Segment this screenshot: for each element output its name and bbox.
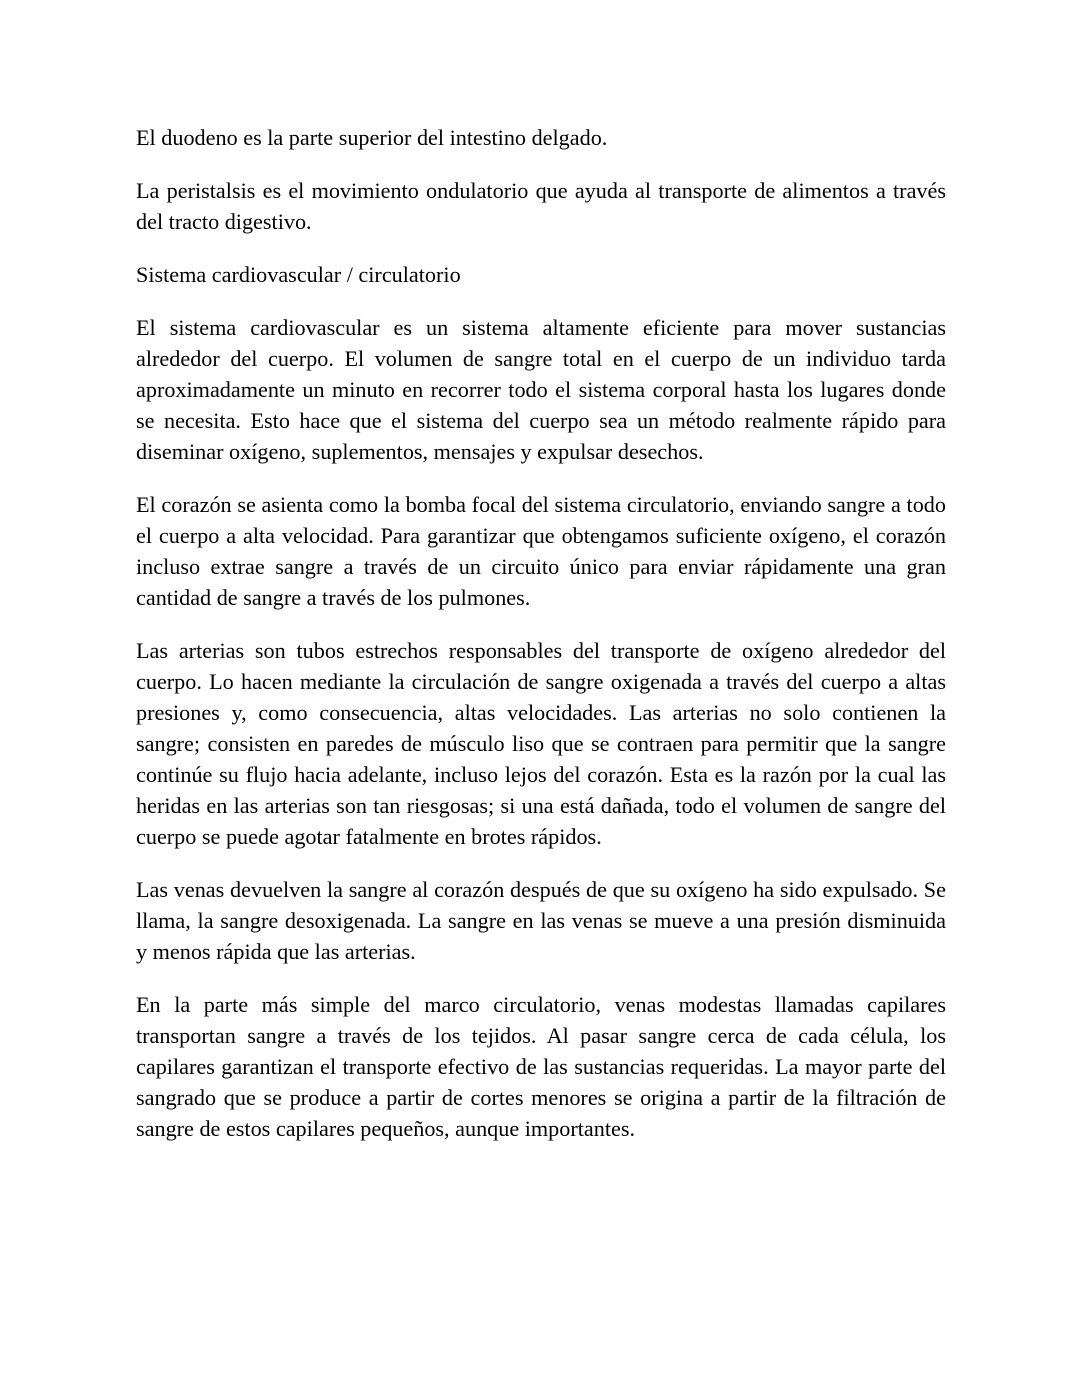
section-heading-sistema-cardiovascular: Sistema cardiovascular / circulatorio [136, 262, 461, 287]
paragraph-sistema-cardiovascular: El sistema cardiovascular es un sistema altamente eficiente para mover sustancias alrededor del cuerpo. El volumen de sangre total en el cuerpo de un individuo tarda aproximadamente un minuto en recorrer todo el sistema corporal hasta los lugares donde se necesita. Esto hace que el sistema del cuerpo sea un método realmente rápido para diseminar oxígeno, suplementos, mensajes y expulsar desechos. [136, 315, 946, 464]
paragraph-duodeno: El duodeno es la parte superior del intestino delgado. [136, 125, 608, 150]
paragraph-arterias: Las arterias son tubos estrechos responsables del transporte de oxígeno alrededor del cuerpo. Lo hacen mediante la circulación de sangre oxigenada a través del cuerpo a altas presiones y, como consecuencia, altas velocidades. Las arterias no solo contienen la sangre; consisten en paredes de músculo liso que se contraen para permitir que la sangre continúe su flujo hacia adelante, incluso lejos del corazón. Esta es la razón por la cual las heridas en las arterias son tan riesgosas; si una está dañada, todo el volumen de sangre del cuerpo se puede agotar fatalmente en brotes rápidos. [136, 638, 946, 849]
paragraph-corazon: El corazón se asienta como la bomba focal del sistema circulatorio, enviando sangre a todo el cuerpo a alta velocidad. Para garantizar que obtengamos suficiente oxígeno, el corazón incluso extrae sangre a través de un circuito único para enviar rápidamente una gran cantidad de sangre a través de los pulmones. [136, 492, 946, 610]
paragraph-venas: Las venas devuelven la sangre al corazón después de que su oxígeno ha sido expulsado. Se llama, la sangre desoxigenada. La sangre en las venas se mueve a una presión disminuida y menos rápida que las arterias. [136, 877, 946, 964]
document-text-body [136, 122, 946, 1144]
paragraph-capilares: En la parte más simple del marco circulatorio, venas modestas llamadas capilares transportan sangre a través de los tejidos. Al pasar sangre cerca de cada célula, los capilares garantizan el transporte efectivo de las sustancias requeridas. La mayor parte del sangrado que se produce a partir de cortes menores se origina a partir de la filtración de sangre de estos capilares pequeños, aunque importantes. [136, 992, 946, 1141]
paragraph-peristalsis: La peristalsis es el movimiento ondulatorio que ayuda al transporte de alimentos a través del tracto digestivo. [136, 178, 946, 234]
